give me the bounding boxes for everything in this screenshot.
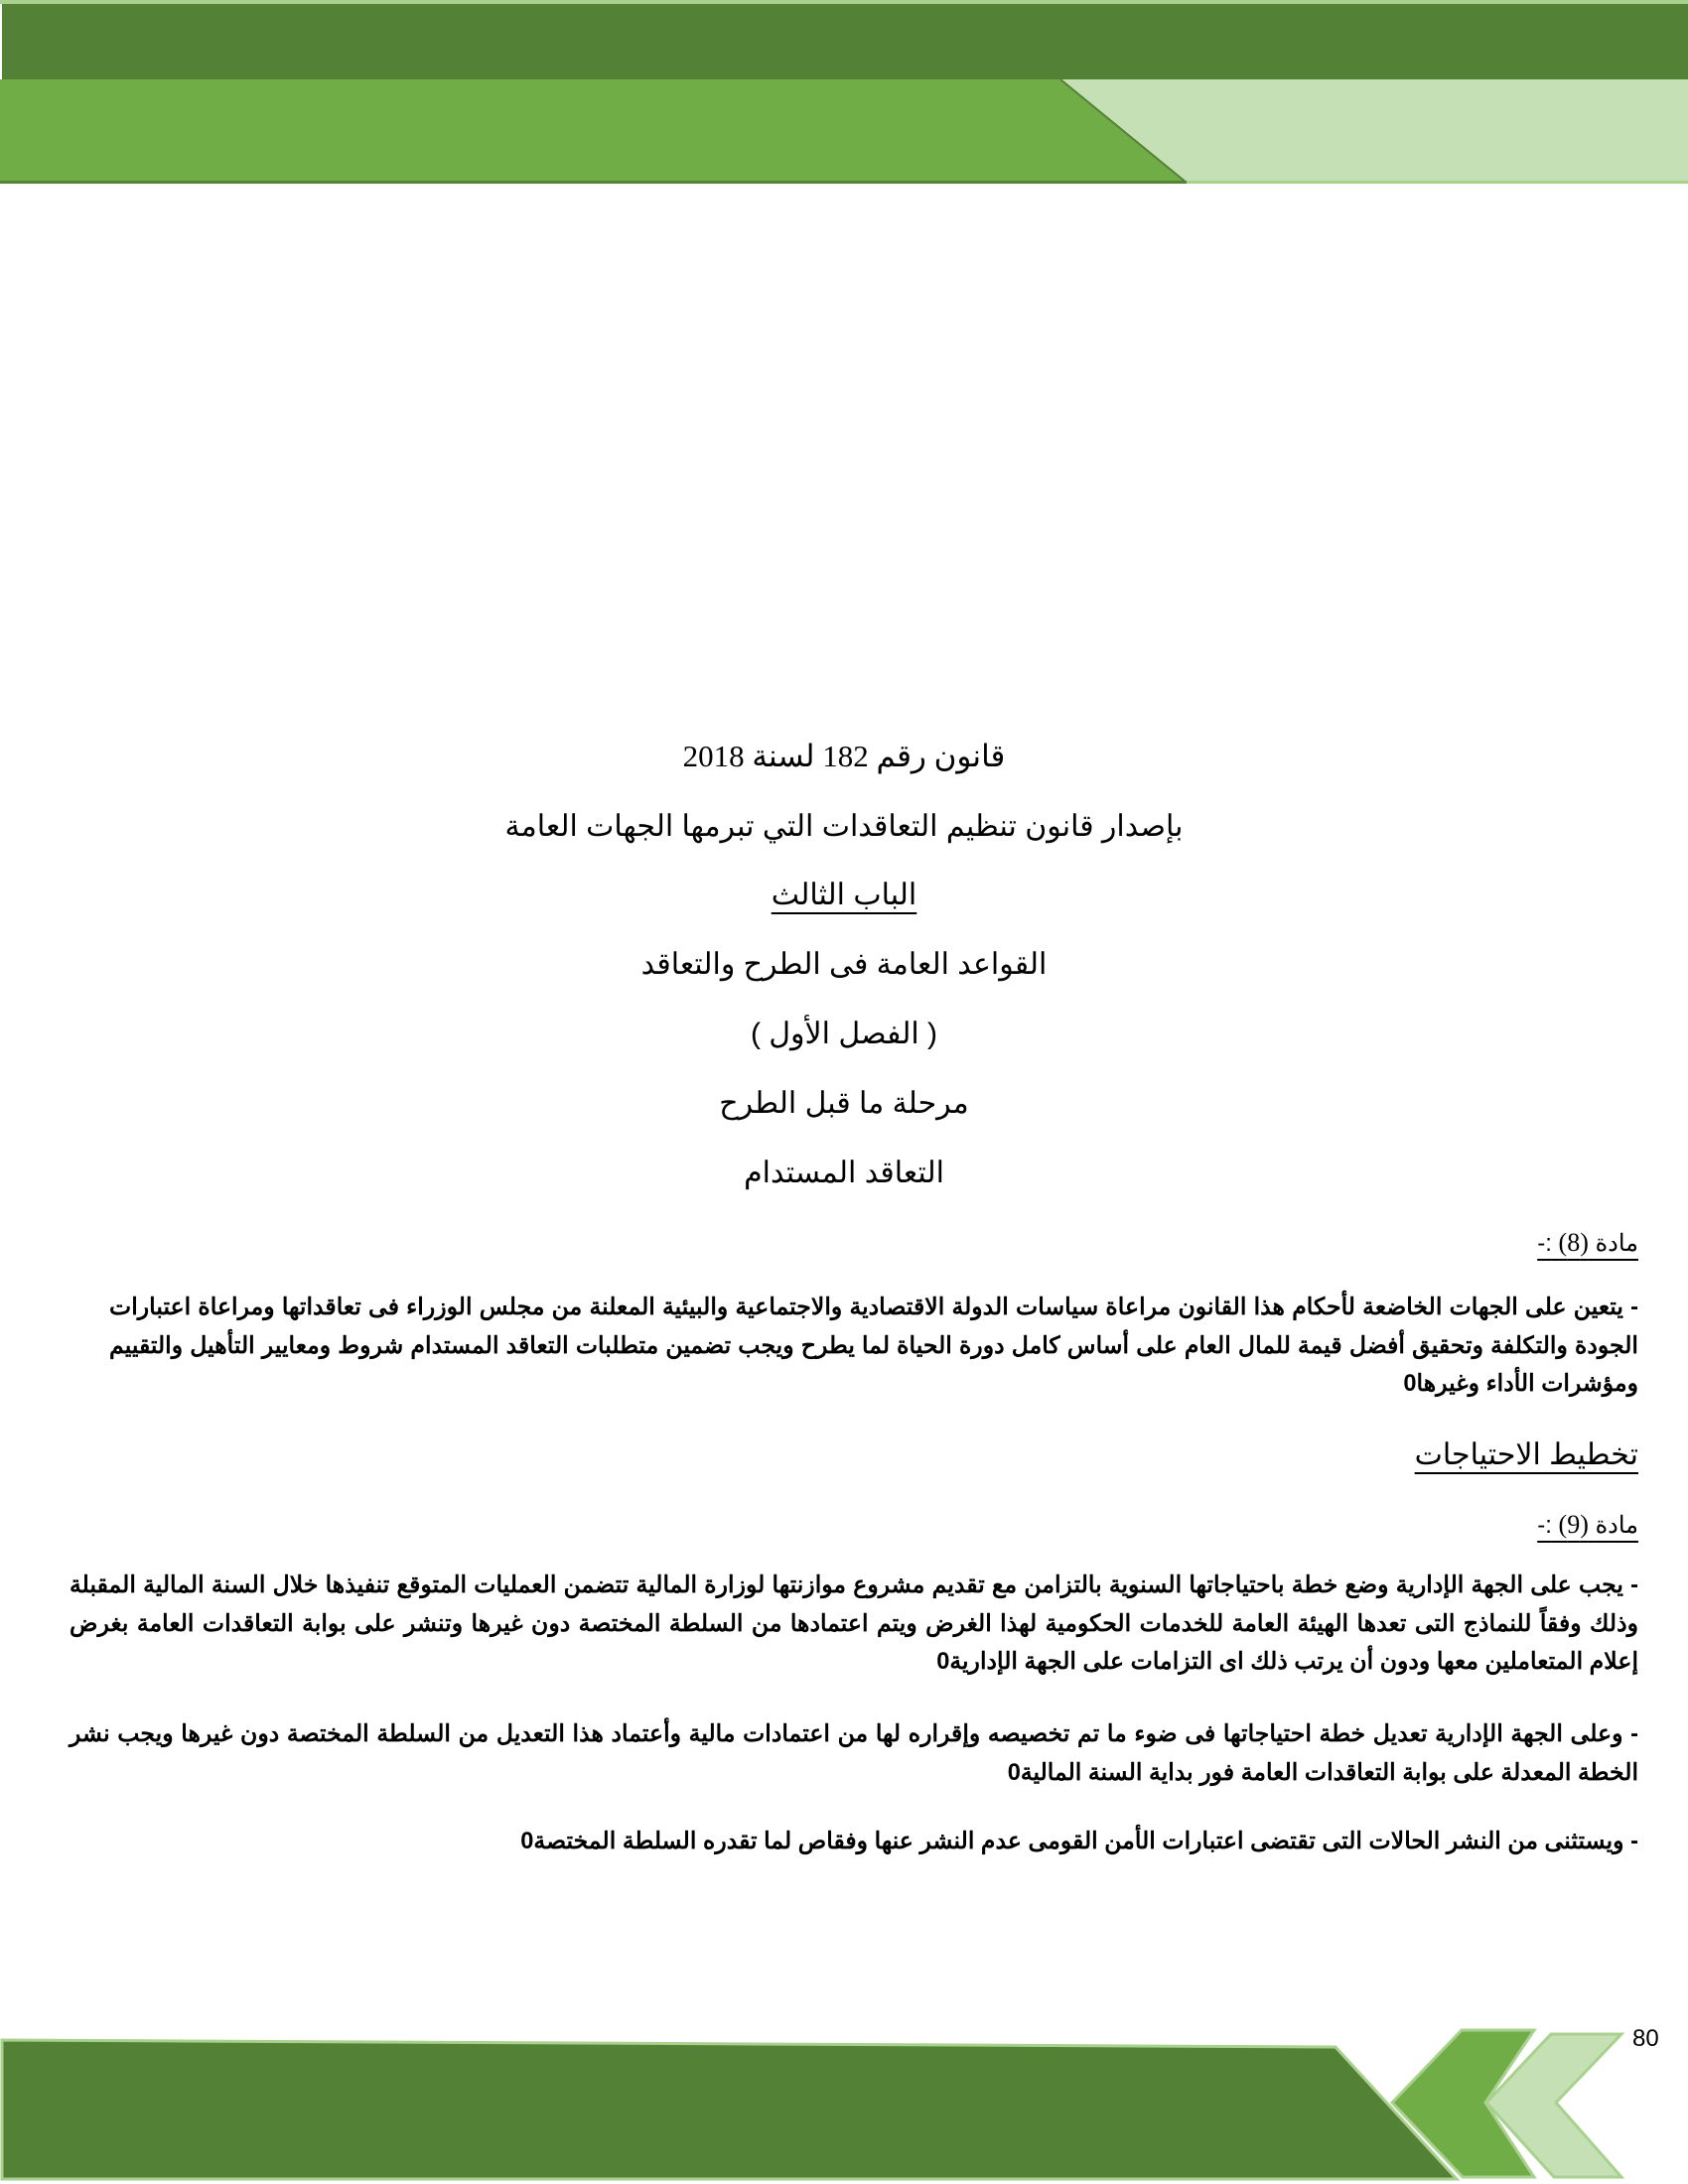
- chapter-heading: ( الفصل الأول ): [750, 1018, 938, 1050]
- header-light-bottom-line: [1187, 181, 1688, 184]
- article-8-suffix: :-: [1537, 1230, 1552, 1257]
- header-banner: [0, 0, 1688, 199]
- footer-chevron-light: [1486, 2034, 1621, 2177]
- part-heading-text: الباب الثالث: [771, 879, 917, 911]
- article-9-paragraph-2: - وعلى الجهة الإدارية تعديل خطة احتياجاتها فى ضوء ما تم تخصيصه وإقراره لها من اعتمادات مالية وأعتماد هذا التعديل من السلطة المختصة دون غيرها ويجب نشر الخطة المعدلة على بوابة التعاقدات العامة فور بداية السنة المالية0: [70, 1721, 1638, 1786]
- header-bottom-line: [0, 181, 1187, 184]
- header-dark-band: [2, 4, 1688, 79]
- header-medium-shape: [0, 79, 1187, 183]
- article-8-label: مادة: [1595, 1230, 1638, 1257]
- section-heading: تخطيط الاحتياجات: [1414, 1438, 1638, 1471]
- part-heading: [0, 876, 1688, 915]
- article-8-text: - يتعين على الجهات الخاضعة لأحكام هذا القانون مراعاة سياسات الدولة الاقتصادية والاجتماعية والبيئية المعلنة من مجلس الوزراء فى تعاقداتها ومراعاة اعتبارات الجودة والتكلفة وتحقيق أفضل قيمة للمال العام على أساس كامل دورة الحياة لما يطرح ويجب تضمين متطلبات التعاقد المستدام شروط ومعايير التأهيل والتقييم ومؤشرات الأداء وغيرها0: [109, 1295, 1638, 1397]
- part-title: القواعد العامة فى الطرح والتعاقد: [640, 948, 1048, 981]
- article-9-heading: [1537, 1509, 1638, 1542]
- footer-dark-band: [2, 2040, 1457, 2179]
- article-8-heading: [1537, 1227, 1638, 1260]
- stage-heading: مرحلة ما قبل الطرح: [719, 1087, 969, 1120]
- law-subtitle: بإصدار قانون تنظيم التعاقدات التي تبرمها الجهات العامة: [504, 810, 1184, 843]
- law-title: قانون رقم 182 لسنة 2018: [682, 739, 1006, 773]
- article-9-paragraph-3: - ويستثنى من النشر الحالات التى تقتضى اعتبارات الأمن القومى عدم النشر عنها وفقاص لما تقدره السلطة المختصة0: [520, 1829, 1638, 1854]
- article-9-paragraph-1: - يجب على الجهة الإدارية وضع خطة باحتياجاتها السنوية بالتزامن مع تقديم مشروع موازنتها لوزارة المالية تتضمن العمليات المتوقع تنفيذها خلال السنة المالية المقبلة وذلك وفقاً للنماذج التى تعدها الهيئة العامة للخدمات الحكومية لهذا الغرض ويتم اعتمادها من السلطة المختصة دون غيرها وتنشر على بوابة التعاقدات العامة بغرض إعلام المتعاملين معها ودون أن يرتب ذلك اى التزامات على الجهة الإدارية0: [70, 1572, 1638, 1675]
- header-top-light-strip: [0, 0, 1688, 4]
- page-number: 80: [1632, 2025, 1659, 2052]
- article-8-number: (8): [1558, 1228, 1589, 1257]
- article-9-number: (9): [1558, 1510, 1589, 1539]
- article-9-label: مادة: [1595, 1512, 1638, 1539]
- footer-chevron-medium: [1392, 2030, 1534, 2177]
- topic-heading: التعاقد المستدام: [744, 1157, 944, 1189]
- article-9-suffix: :-: [1537, 1512, 1552, 1539]
